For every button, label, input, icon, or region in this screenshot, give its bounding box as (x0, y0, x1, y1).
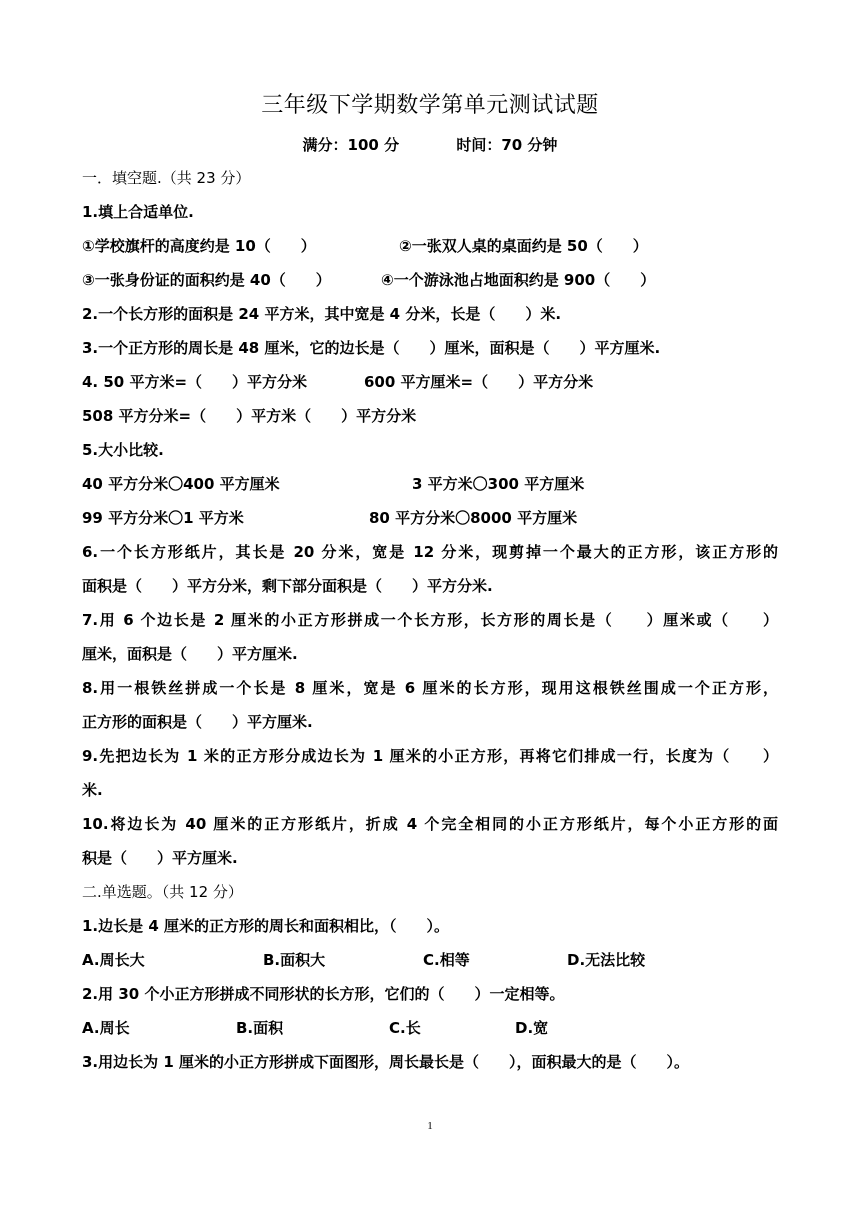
q5-item-c: 99 平方分米〇1 平方米 (82, 509, 244, 527)
q6-line1: 6.一个长方形纸片，其长是 20 分米，宽是 12 分米，现剪掉一个最大的正方形，该正方形的 (82, 543, 778, 561)
section1-heading: 一．填空题.（共 23 分） (82, 169, 251, 187)
q4-row1 (82, 371, 778, 393)
mc-q2-stem: 2.用 30 个小正方形拼成不同形状的长方形，它们的（ ）一定相等。 (82, 985, 565, 1003)
mc-q1-option-a: A.周长大 (82, 951, 145, 969)
q5-row1 (82, 473, 778, 495)
q1-item-b: ②一张双人桌的桌面约是 50（ ） (399, 237, 648, 255)
mc-q2-options (82, 1017, 778, 1039)
mc-q1-option-c: C.相等 (423, 951, 470, 969)
q1-row2 (82, 269, 778, 291)
q7-line1: 7.用 6 个边长是 2 厘米的小正方形拼成一个长方形，长方形的周长是（ ）厘米或（ ） (82, 611, 778, 629)
q8-line2: 正方形的面积是（ ）平方厘米. (82, 713, 313, 731)
q10-line1: 10.将边长为 40 厘米的正方形纸片，折成 4 个完全相同的小正方形纸片，每个小正方形的面 (82, 815, 778, 833)
q1-item-d: ④一个游泳池占地面积约是 900（ ） (381, 271, 656, 289)
q8-line1: 8.用一根铁丝拼成一个长是 8 厘米，宽是 6 厘米的长方形，现用这根铁丝围成一个正方形， (82, 679, 778, 697)
mc-q3-stem: 3.用边长为 1 厘米的小正方形拼成下面图形，周长最长是（ ），面积最大的是（ ）。 (82, 1053, 690, 1071)
q9-line1: 9.先把边长为 1 米的正方形分成边长为 1 厘米的小正方形，再将它们排成一行，长度为（ ） (82, 747, 778, 765)
q3: 3.一个正方形的周长是 48 厘米，它的边长是（ ）厘米，面积是（ ）平方厘米. (82, 339, 661, 357)
q1-item-c: ③一张身份证的面积约是 40（ ） (82, 271, 331, 289)
q5-row2 (82, 507, 778, 529)
q2: 2.一个长方形的面积是 24 平方米，其中宽是 4 分米，长是（ ）米. (82, 305, 562, 323)
q4-item-b: 600 平方厘米=（ ）平方分米 (364, 373, 594, 391)
q1-row1 (82, 235, 778, 257)
mc-q2-option-b: B.面积 (236, 1019, 284, 1037)
q1-item-a: ①学校旗杆的高度约是 10（ ） (82, 237, 316, 255)
exam-time: 时间：70 分钟 (456, 136, 558, 154)
q5-stem: 5.大小比较. (82, 441, 164, 459)
q10-line2: 积是（ ）平方厘米. (82, 849, 238, 867)
mc-q2-option-d: D.宽 (515, 1019, 549, 1037)
q9-line2: 米. (82, 781, 103, 799)
mc-q1-stem: 1.边长是 4 厘米的正方形的周长和面积相比，（ ）。 (82, 917, 450, 935)
section2-heading: 二.单选题。（共 12 分） (82, 883, 243, 901)
q4-item-c: 508 平方分米=（ ）平方米（ ）平方分米 (82, 407, 417, 425)
q5-item-b: 3 平方米〇300 平方厘米 (412, 475, 585, 493)
q5-item-d: 80 平方分米〇8000 平方厘米 (369, 509, 578, 527)
q7-line2: 厘米，面积是（ ）平方厘米. (82, 645, 298, 663)
mc-q2-option-a: A.周长 (82, 1019, 130, 1037)
q6-line2: 面积是（ ）平方分米，剩下部分面积是（ ）平方分米. (82, 577, 493, 595)
mc-q1-option-d: D.无法比较 (567, 951, 646, 969)
full-score: 满分：100 分 (302, 136, 400, 154)
q5-item-a: 40 平方分米〇400 平方厘米 (82, 475, 280, 493)
exam-info (0, 134, 860, 155)
q1-stem: 1.填上合适单位. (82, 203, 194, 221)
mc-q1-options (82, 949, 778, 971)
mc-q2-option-c: C.长 (389, 1019, 421, 1037)
page-number: 1 (427, 1120, 433, 1132)
q4-item-a: 4. 50 平方米=（ ）平方分米 (82, 373, 308, 391)
page-title: 三年级下学期数学第单元测试试题 (261, 93, 599, 118)
mc-q1-option-b: B.面积大 (263, 951, 326, 969)
